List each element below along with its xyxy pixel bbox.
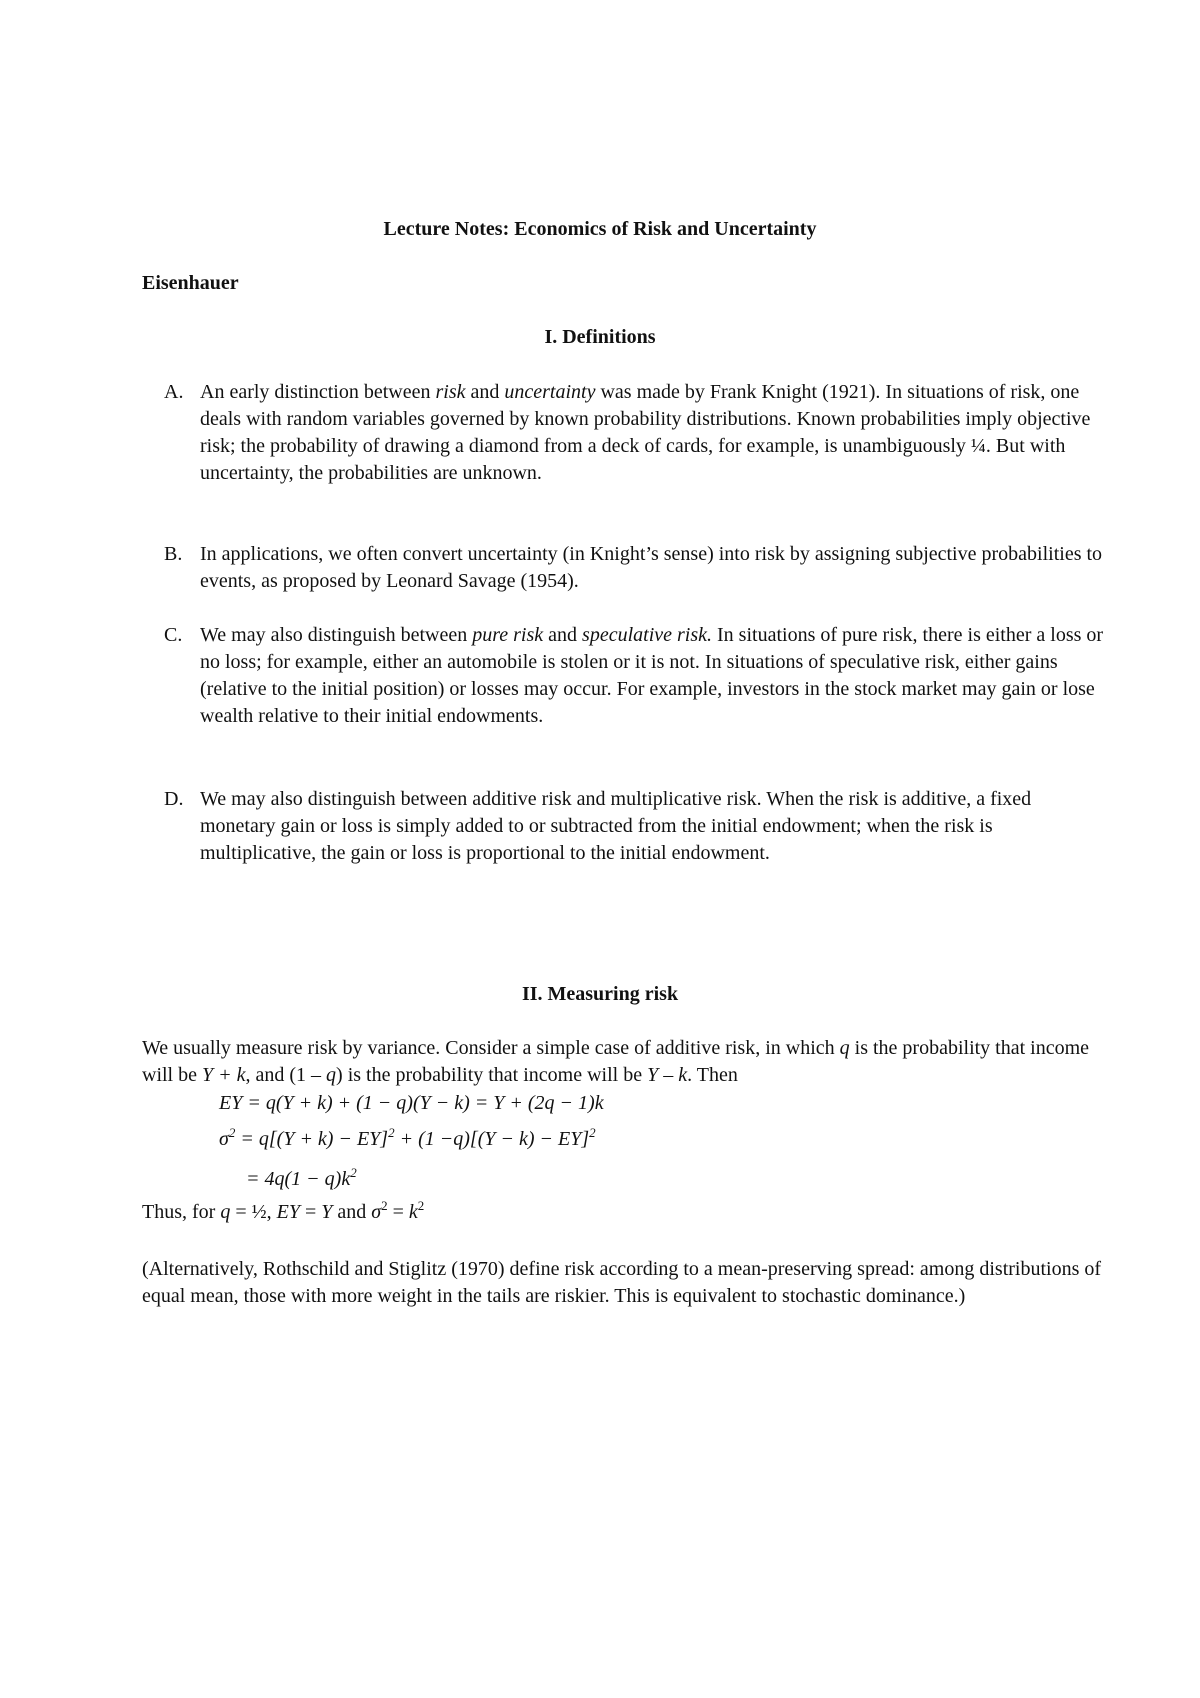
item-label: C. <box>164 624 183 646</box>
item-label: A. <box>164 381 184 403</box>
definition-item-b <box>164 541 1104 595</box>
definition-item-a <box>164 379 1104 487</box>
section-heading-definitions: I. Definitions <box>544 326 656 348</box>
section-heading-measuring-risk: II. Measuring risk <box>521 983 679 1005</box>
variance-simplified-equation: = $4q(1 - q)k^2$ <box>246 1165 357 1190</box>
item-label: B. <box>164 543 183 565</box>
document-author: Eisenhauer <box>142 272 239 294</box>
item-text: We may also distinguish between additive risk and multiplicative risk. When the risk is additive, a fixed monetary gain or loss is simply added to or subtracted from the initial endowment; when the risk is multiplicative, the gain or loss is proportional to the initial endowment. <box>200 788 1032 864</box>
item-text: In applications, we often convert uncertainty (in Knight’s sense) into risk by assigning subjective probabilities to events, as proposed by Leonard Savage (1954). <box>200 543 1103 592</box>
item-text: We may also distinguish between pure risk and speculative risk. In situations of pure risk, there is either a loss or no loss; for example, either an automobile is stolen or it is not. In situations of speculative risk, either gains (relative to the initial position) or losses may occur. For example, investors in the stock market may gain or lose wealth relative to their initial endowments. <box>200 624 1104 727</box>
item-text: An early distinction between risk and uncertainty was made by Frank Knight (1921). In situations of risk, one deals with random variables governed by known probability distributions. Known probabilities imply objective risk; the probability of drawing a diamond from a deck of cards, for example, is unambiguously ¼. But with uncertainty, the probabilities are unknown. <box>200 381 1091 484</box>
document-title: Lecture Notes: Economics of Risk and Uncertainty <box>383 218 817 240</box>
variance-equation: $\sigma^2 = q[(Y + k) - EY]^2 + (1 -q)[(Y - k) - EY]^2$ <box>219 1125 596 1150</box>
definition-item-c <box>164 622 1104 730</box>
definition-item-d <box>164 786 1104 867</box>
alternative-definition-paragraph: (Alternatively, Rothschild and Stiglitz (1970) define risk according to a mean-preserving spread: among distributions of equal mean, those with more weight in the tails are riskier. This is equivalent to stochastic dominance.) <box>142 1258 1102 1307</box>
measuring-risk-intro: We usually measure risk by variance. Consider a simple case of additive risk, in which q is the probability that income will be Y + k, and (1 – q) is the probability that income will be Y – k. Then <box>142 1037 1090 1086</box>
expected-income-equation: EY = q(Y + k) + (1 − q)(Y − k) = Y + (2q − 1)k <box>219 1092 604 1114</box>
thus-statement: Thus, for q = ½, EY = Y and $\sigma^2 = k^2$ <box>142 1198 425 1223</box>
item-label: D. <box>164 788 184 810</box>
